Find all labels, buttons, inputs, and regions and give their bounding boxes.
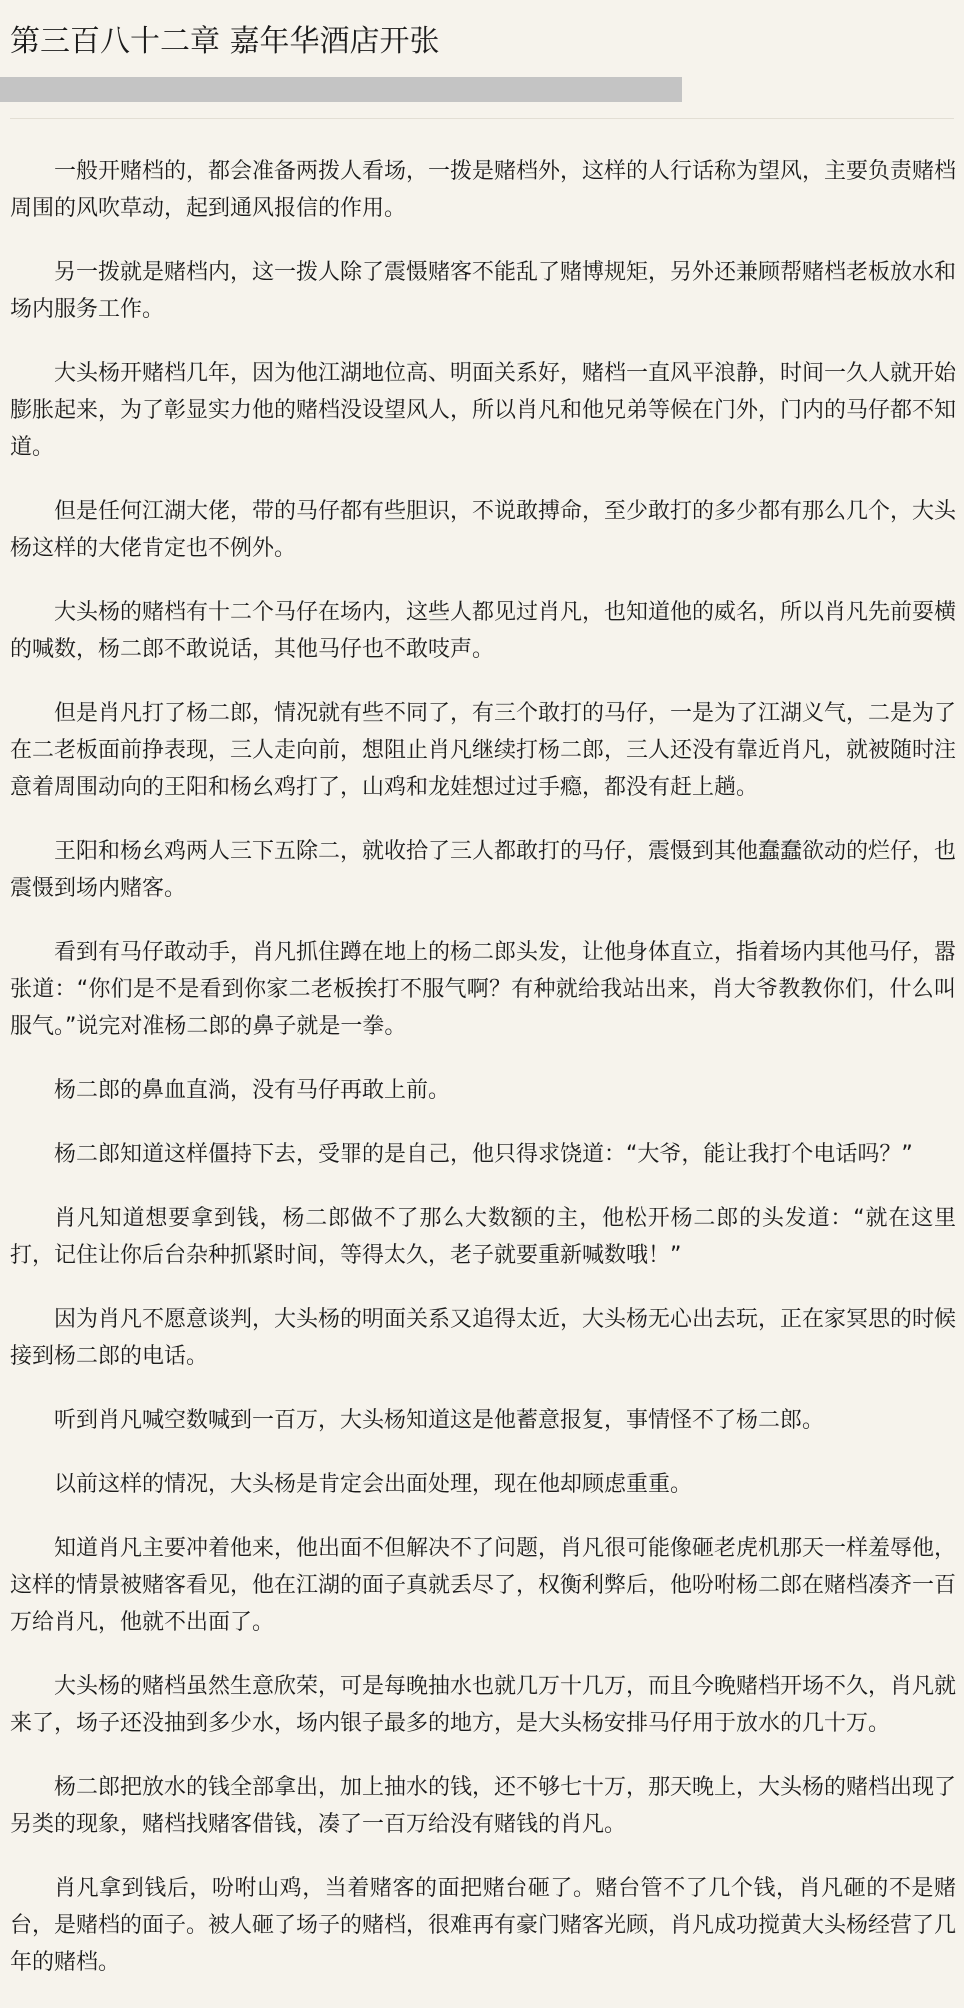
paragraph: 听到肖凡喊空数喊到一百万，大头杨知道这是他蓄意报复，事情怪不了杨二郎。 bbox=[54, 1408, 825, 1433]
paragraph: 另一拨就是赌档内，这一拨人除了震慑赌客不能乱了赌博规矩，另外还兼顾帮赌档老板放水和场内服务工作。 bbox=[10, 260, 957, 322]
paragraph: 杨二郎知道这样僵持下去，受罪的是自己，他只得求饶道：“大爷，能让我打个电话吗？” bbox=[54, 1142, 913, 1167]
paragraph: 因为肖凡不愿意谈判，大头杨的明面关系又追得太近，大头杨无心出去玩，正在家冥思的时候接到杨二郎的电话。 bbox=[10, 1307, 957, 1369]
paragraph: 知道肖凡主要冲着他来，他出面不但解决不了问题，肖凡很可能像砸老虎机那天一样羞辱他，这样的情景被赌客看见，他在江湖的面子真就丢尽了，权衡利弊后，他吩咐杨二郎在赌档凑齐一百万给肖凡，他就不出面了。 bbox=[10, 1536, 957, 1635]
paragraph: 但是任何江湖大佬，带的马仔都有些胆识，不说敢搏命，至少敢打的多少都有那么几个，大头杨这样的大佬肯定也不例外。 bbox=[10, 499, 957, 561]
reading-progress-fill bbox=[0, 77, 682, 102]
paragraph: 大头杨的赌档有十二个马仔在场内，这些人都见过肖凡，也知道他的威名，所以肖凡先前耍横的喊数，杨二郎不敢说话，其他马仔也不敢吱声。 bbox=[10, 600, 957, 662]
paragraph: 大头杨开赌档几年，因为他江湖地位高、明面关系好，赌档一直风平浪静，时间一久人就开始膨胀起来，为了彰显实力他的赌档没设望风人，所以肖凡和他兄弟等候在门外，门内的马仔都不知道。 bbox=[10, 361, 957, 460]
paragraph: 杨二郎的鼻血直淌，没有马仔再敢上前。 bbox=[54, 1078, 451, 1103]
paragraph: 一般开赌档的，都会准备两拨人看场，一拨是赌档外，这样的人行话称为望风，主要负责赌档周围的风吹草动，起到通风报信的作用。 bbox=[10, 159, 957, 221]
paragraph: 王阳和杨幺鸡两人三下五除二，就收拾了三人都敢打的马仔，震慑到其他蠢蠢欲动的烂仔，也震慑到场内赌客。 bbox=[10, 839, 957, 901]
paragraph: 但是肖凡打了杨二郎，情况就有些不同了，有三个敢打的马仔，一是为了江湖义气，二是为了在二老板面前挣表现，三人走向前，想阻止肖凡继续打杨二郎，三人还没有靠近肖凡，就被随时注意着周围动向的王阳和杨幺鸡打了，山鸡和龙娃想过过手瘾，都没有赶上趟。 bbox=[10, 701, 957, 800]
paragraph: 看到有马仔敢动手，肖凡抓住蹲在地上的杨二郎头发，让他身体直立，指着场内其他马仔，嚣张道：“你们是不是看到你家二老板挨打不服气啊？有种就给我站出来，肖大爷教教你们，什么叫服气。”说完对准杨二郎的鼻子就是一拳。 bbox=[10, 940, 957, 1039]
chapter-title: 第三百八十二章 嘉年华酒店开张 bbox=[10, 24, 440, 59]
paragraph: 肖凡拿到钱后，吩咐山鸡，当着赌客的面把赌台砸了。赌台管不了几个钱，肖凡砸的不是赌台，是赌档的面子。被人砸了场子的赌档，很难再有豪门赌客光顾，肖凡成功搅黄大头杨经营了几年的赌档。 bbox=[10, 1876, 957, 1975]
paragraph: 肖凡知道想要拿到钱，杨二郎做不了那么大数额的主，他松开杨二郎的头发道：“就在这里打，记住让你后台杂种抓紧时间，等得太久，老子就要重新喊数哦！” bbox=[10, 1206, 956, 1268]
title-divider bbox=[10, 118, 954, 119]
reading-progress-bar bbox=[0, 77, 682, 102]
paragraph: 以前这样的情况，大头杨是肯定会出面处理，现在他却顾虑重重。 bbox=[54, 1472, 693, 1497]
paragraph: 大头杨的赌档虽然生意欣荣，可是每晚抽水也就几万十几万，而且今晚赌档开场不久，肖凡就来了，场子还没抽到多少水，场内银子最多的地方，是大头杨安排马仔用于放水的几十万。 bbox=[10, 1674, 957, 1736]
paragraph: 杨二郎把放水的钱全部拿出，加上抽水的钱，还不够七十万，那天晚上，大头杨的赌档出现了另类的现象，赌档找赌客借钱，凑了一百万给没有赌钱的肖凡。 bbox=[10, 1775, 957, 1837]
chapter-content bbox=[10, 153, 956, 2008]
